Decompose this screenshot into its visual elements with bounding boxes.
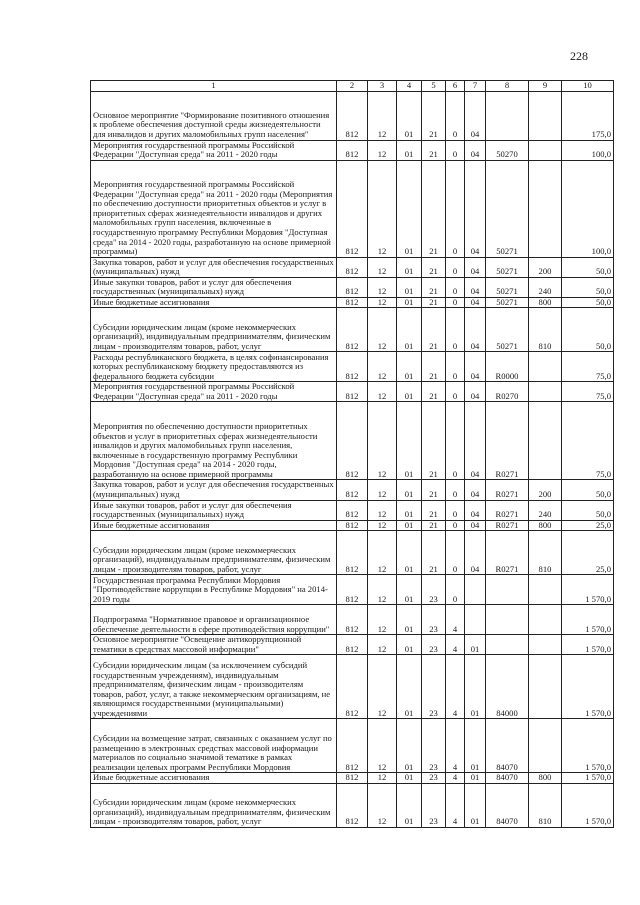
activity-code-cell: 04 [465, 520, 486, 531]
activity-code-cell: 04 [465, 382, 486, 402]
ministry-code-cell: 812 [337, 783, 368, 827]
expense-type-code-cell: 800 [529, 297, 562, 308]
amount-cell: 100,0 [562, 160, 614, 257]
activity-code-cell: 04 [465, 297, 486, 308]
ministry-code-cell: 812 [337, 352, 368, 382]
program-code-cell: 21 [422, 308, 446, 352]
target-code-cell [486, 91, 529, 140]
expense-type-code-cell: 200 [529, 480, 562, 500]
column-number: 6 [446, 81, 465, 92]
ministry-code-cell: 812 [337, 277, 368, 297]
subprogram-code-cell: 4 [446, 773, 465, 784]
subprogram-code-cell: 0 [446, 500, 465, 520]
item-name-cell: Основное мероприятие "Освещение антикоррупционной тематики в средствах массовой информации" [91, 635, 337, 655]
subprogram-code-cell: 0 [446, 297, 465, 308]
subsection-code-cell: 01 [397, 605, 422, 635]
subsection-code-cell: 01 [397, 635, 422, 655]
expense-type-code-cell: 800 [529, 773, 562, 784]
program-code-cell: 23 [422, 773, 446, 784]
amount-cell: 75,0 [562, 402, 614, 480]
ministry-code-cell: 812 [337, 719, 368, 773]
ministry-code-cell: 812 [337, 520, 368, 531]
table-row [91, 575, 614, 605]
table-row [91, 635, 614, 655]
subprogram-code-cell: 4 [446, 635, 465, 655]
expense-type-code-cell [529, 352, 562, 382]
subprogram-code-cell: 0 [446, 480, 465, 500]
ministry-code-cell: 812 [337, 382, 368, 402]
section-code-cell: 12 [368, 605, 397, 635]
section-code-cell: 12 [368, 277, 397, 297]
expense-type-code-cell [529, 160, 562, 257]
item-name-cell: Субсидии на возмещение затрат, связанных с оказанием услуг по размещению в электронных средствах массовой информации материалов по социально значимой тематике в рамках реализации целевых программ Республики Мордовия [91, 719, 337, 773]
page-number: 228 [570, 49, 588, 63]
item-name-cell: Иные бюджетные ассигнования [91, 773, 337, 784]
item-name-cell: Государственная программа Республики Мордовия "Противодействие коррупции в Республике Мордовия" на 2014-2019 годы [91, 575, 337, 605]
expense-type-code-cell [529, 719, 562, 773]
table-row [91, 480, 614, 500]
amount-cell: 50,0 [562, 297, 614, 308]
table-row [91, 140, 614, 160]
subprogram-code-cell: 0 [446, 308, 465, 352]
section-code-cell: 12 [368, 297, 397, 308]
section-code-cell: 12 [368, 500, 397, 520]
item-name-cell: Расходы республиканского бюджета, в целях софинансирования которых республиканскому бюджету предоставляются из федерального бюджета субсидии [91, 352, 337, 382]
section-code-cell: 12 [368, 635, 397, 655]
subsection-code-cell: 01 [397, 382, 422, 402]
table-row [91, 160, 614, 257]
table-row [91, 257, 614, 277]
item-name-cell: Мероприятия государственной программы Российской Федерации "Доступная среда" на 2011 - 2020 годы (Мероприятия по обеспечению доступности приоритетных объектов и услуг в приоритетных сферах жизнедеятельности инвалидов и других маломобильных групп населения, включенные в государственную программу Республики Мордовия "Доступная среда" на 2014 - 2020 годы, разработанную на основе примерной программы) [91, 160, 337, 257]
target-code-cell [486, 635, 529, 655]
subprogram-code-cell: 4 [446, 605, 465, 635]
activity-code-cell: 01 [465, 655, 486, 719]
activity-code-cell: 04 [465, 352, 486, 382]
table-row [91, 605, 614, 635]
program-code-cell: 21 [422, 500, 446, 520]
amount-cell: 100,0 [562, 140, 614, 160]
ministry-code-cell: 812 [337, 635, 368, 655]
program-code-cell: 21 [422, 352, 446, 382]
item-name-cell: Иные бюджетные ассигнования [91, 520, 337, 531]
subsection-code-cell: 01 [397, 308, 422, 352]
expense-type-code-cell: 810 [529, 783, 562, 827]
target-code-cell: 84000 [486, 655, 529, 719]
target-code-cell: R0000 [486, 352, 529, 382]
activity-code-cell [465, 605, 486, 635]
amount-cell: 25,0 [562, 520, 614, 531]
section-code-cell: 12 [368, 308, 397, 352]
ministry-code-cell: 812 [337, 160, 368, 257]
program-code-cell: 23 [422, 783, 446, 827]
subsection-code-cell: 01 [397, 402, 422, 480]
table-row [91, 719, 614, 773]
subsection-code-cell: 01 [397, 160, 422, 257]
expense-type-code-cell [529, 140, 562, 160]
target-code-cell: 84070 [486, 773, 529, 784]
amount-cell: 1 570,0 [562, 575, 614, 605]
ministry-code-cell: 812 [337, 91, 368, 140]
expense-type-code-cell: 240 [529, 277, 562, 297]
table-row [91, 783, 614, 827]
amount-cell: 175,0 [562, 91, 614, 140]
subsection-code-cell: 01 [397, 719, 422, 773]
program-code-cell: 21 [422, 382, 446, 402]
subprogram-code-cell: 4 [446, 655, 465, 719]
section-code-cell: 12 [368, 773, 397, 784]
table-row [91, 277, 614, 297]
program-code-cell: 23 [422, 575, 446, 605]
table-row [91, 773, 614, 784]
item-name-cell: Основное мероприятие "Формирование позитивного отношения к проблеме обеспечения доступной среды жизнедеятельности для инвалидов и других маломобильных групп населения" [91, 91, 337, 140]
activity-code-cell: 04 [465, 160, 486, 257]
subsection-code-cell: 01 [397, 773, 422, 784]
section-code-cell: 12 [368, 531, 397, 575]
subsection-code-cell: 01 [397, 297, 422, 308]
column-number: 10 [562, 81, 614, 92]
ministry-code-cell: 812 [337, 531, 368, 575]
table-row [91, 500, 614, 520]
ministry-code-cell: 812 [337, 297, 368, 308]
section-code-cell: 12 [368, 352, 397, 382]
subprogram-code-cell: 0 [446, 382, 465, 402]
program-code-cell: 21 [422, 277, 446, 297]
amount-cell: 50,0 [562, 308, 614, 352]
column-number: 9 [529, 81, 562, 92]
subsection-code-cell: 01 [397, 140, 422, 160]
subprogram-code-cell: 0 [446, 531, 465, 575]
program-code-cell: 21 [422, 480, 446, 500]
subprogram-code-cell: 0 [446, 277, 465, 297]
subprogram-code-cell: 0 [446, 520, 465, 531]
target-code-cell [486, 605, 529, 635]
activity-code-cell: 04 [465, 277, 486, 297]
target-code-cell: 50270 [486, 140, 529, 160]
item-name-cell: Субсидии юридическим лицам (кроме некоммерческих организаций), индивидуальным предпринимателям, физическим лицам - производителям товаров, работ, услуг [91, 531, 337, 575]
section-code-cell: 12 [368, 520, 397, 531]
program-code-cell: 23 [422, 719, 446, 773]
amount-cell: 1 570,0 [562, 655, 614, 719]
subprogram-code-cell: 0 [446, 352, 465, 382]
section-code-cell: 12 [368, 382, 397, 402]
target-code-cell: 84070 [486, 719, 529, 773]
program-code-cell: 21 [422, 140, 446, 160]
item-name-cell: Мероприятия по обеспечению доступности приоритетных объектов и услуг в приоритетных сферах жизнедеятельности инвалидов и других маломобильных групп населения, включенные в государственную программу Республики Мордовия "Доступная среда" на 2014 - 2020 годы, разработанную на основе примерной программы [91, 402, 337, 480]
subsection-code-cell: 01 [397, 655, 422, 719]
budget-table [90, 80, 614, 828]
column-number: 3 [368, 81, 397, 92]
expense-type-code-cell: 200 [529, 257, 562, 277]
item-name-cell: Субсидии юридическим лицам (кроме некоммерческих организаций), индивидуальным предпринимателям, физическим лицам - производителям товаров, работ, услуг [91, 308, 337, 352]
table-row [91, 297, 614, 308]
ministry-code-cell: 812 [337, 140, 368, 160]
program-code-cell: 23 [422, 605, 446, 635]
target-code-cell: R0271 [486, 531, 529, 575]
section-code-cell: 12 [368, 719, 397, 773]
program-code-cell: 21 [422, 520, 446, 531]
amount-cell: 50,0 [562, 500, 614, 520]
subsection-code-cell: 01 [397, 531, 422, 575]
item-name-cell: Мероприятия государственной программы Российской Федерации "Доступная среда" на 2011 - 2020 годы [91, 382, 337, 402]
expense-type-code-cell [529, 382, 562, 402]
target-code-cell: R0270 [486, 382, 529, 402]
table-row [91, 382, 614, 402]
expense-type-code-cell [529, 575, 562, 605]
amount-cell: 50,0 [562, 257, 614, 277]
expense-type-code-cell [529, 605, 562, 635]
item-name-cell: Иные бюджетные ассигнования [91, 297, 337, 308]
subprogram-code-cell: 4 [446, 719, 465, 773]
expense-type-code-cell: 800 [529, 520, 562, 531]
amount-cell: 75,0 [562, 352, 614, 382]
table-row [91, 91, 614, 140]
subprogram-code-cell: 0 [446, 91, 465, 140]
program-code-cell: 21 [422, 91, 446, 140]
ministry-code-cell: 812 [337, 575, 368, 605]
column-number: 8 [486, 81, 529, 92]
subsection-code-cell: 01 [397, 783, 422, 827]
expense-type-code-cell [529, 91, 562, 140]
ministry-code-cell: 812 [337, 480, 368, 500]
expense-type-code-cell: 810 [529, 531, 562, 575]
program-code-cell: 21 [422, 160, 446, 257]
ministry-code-cell: 812 [337, 655, 368, 719]
program-code-cell: 21 [422, 257, 446, 277]
expense-type-code-cell [529, 655, 562, 719]
section-code-cell: 12 [368, 91, 397, 140]
subprogram-code-cell: 0 [446, 257, 465, 277]
expense-type-code-cell [529, 402, 562, 480]
ministry-code-cell: 812 [337, 308, 368, 352]
column-number: 7 [465, 81, 486, 92]
ministry-code-cell: 812 [337, 402, 368, 480]
table-row [91, 655, 614, 719]
column-number: 4 [397, 81, 422, 92]
section-code-cell: 12 [368, 160, 397, 257]
program-code-cell: 21 [422, 297, 446, 308]
amount-cell: 1 570,0 [562, 635, 614, 655]
target-code-cell: 50271 [486, 277, 529, 297]
target-code-cell: R0271 [486, 480, 529, 500]
item-name-cell: Подпрограмма "Нормативное правовое и организационное обеспечение деятельности в сфере противодействия коррупции" [91, 605, 337, 635]
activity-code-cell: 04 [465, 140, 486, 160]
column-number: 2 [337, 81, 368, 92]
item-name-cell: Субсидии юридическим лицам (за исключением субсидий государственным учреждениям), индивидуальным предпринимателям, физическим лицам - производителям товаров, работ, услуг, а также некоммерческим организациям, не являющимся государственными (муниципальными) учреждениями [91, 655, 337, 719]
target-code-cell: 50271 [486, 257, 529, 277]
activity-code-cell: 04 [465, 257, 486, 277]
expense-type-code-cell [529, 635, 562, 655]
section-code-cell: 12 [368, 402, 397, 480]
amount-cell: 50,0 [562, 277, 614, 297]
table-row [91, 520, 614, 531]
activity-code-cell: 04 [465, 500, 486, 520]
section-code-cell: 12 [368, 257, 397, 277]
activity-code-cell: 04 [465, 91, 486, 140]
activity-code-cell: 04 [465, 480, 486, 500]
activity-code-cell [465, 575, 486, 605]
subprogram-code-cell: 0 [446, 140, 465, 160]
ministry-code-cell: 812 [337, 773, 368, 784]
section-code-cell: 12 [368, 655, 397, 719]
item-name-cell: Мероприятия государственной программы Российской Федерации "Доступная среда" на 2011 - 2020 годы [91, 140, 337, 160]
program-code-cell: 21 [422, 531, 446, 575]
section-code-cell: 12 [368, 480, 397, 500]
ministry-code-cell: 812 [337, 257, 368, 277]
amount-cell: 1 570,0 [562, 783, 614, 827]
subsection-code-cell: 01 [397, 91, 422, 140]
subprogram-code-cell: 4 [446, 783, 465, 827]
subsection-code-cell: 01 [397, 500, 422, 520]
target-code-cell: R0271 [486, 402, 529, 480]
amount-cell: 50,0 [562, 480, 614, 500]
target-code-cell: 50271 [486, 297, 529, 308]
activity-code-cell: 04 [465, 308, 486, 352]
activity-code-cell: 01 [465, 719, 486, 773]
expense-type-code-cell: 810 [529, 308, 562, 352]
section-code-cell: 12 [368, 575, 397, 605]
subsection-code-cell: 01 [397, 480, 422, 500]
item-name-cell: Закупка товаров, работ и услуг для обеспечения государственных (муниципальных) нужд [91, 257, 337, 277]
activity-code-cell: 04 [465, 402, 486, 480]
target-code-cell: R0271 [486, 520, 529, 531]
column-number: 1 [91, 81, 337, 92]
subsection-code-cell: 01 [397, 520, 422, 531]
item-name-cell: Иные закупки товаров, работ и услуг для обеспечения государственных (муниципальных) нужд [91, 277, 337, 297]
expense-type-code-cell: 240 [529, 500, 562, 520]
activity-code-cell: 01 [465, 773, 486, 784]
item-name-cell: Иные закупки товаров, работ и услуг для обеспечения государственных (муниципальных) нужд [91, 500, 337, 520]
section-code-cell: 12 [368, 783, 397, 827]
subprogram-code-cell: 0 [446, 575, 465, 605]
activity-code-cell: 01 [465, 635, 486, 655]
target-code-cell [486, 575, 529, 605]
item-name-cell: Субсидии юридическим лицам (кроме некоммерческих организаций), индивидуальным предпринимателям, физическим лицам - производителям товаров, работ, услуг [91, 783, 337, 827]
subsection-code-cell: 01 [397, 575, 422, 605]
column-number: 5 [422, 81, 446, 92]
program-code-cell: 23 [422, 655, 446, 719]
subprogram-code-cell: 0 [446, 160, 465, 257]
subsection-code-cell: 01 [397, 352, 422, 382]
amount-cell: 1 570,0 [562, 605, 614, 635]
item-name-cell: Закупка товаров, работ и услуг для обеспечения государственных (муниципальных) нужд [91, 480, 337, 500]
table-row [91, 402, 614, 480]
section-code-cell: 12 [368, 140, 397, 160]
table-row [91, 531, 614, 575]
table-row [91, 308, 614, 352]
target-code-cell: 50271 [486, 160, 529, 257]
target-code-cell: 84070 [486, 783, 529, 827]
subsection-code-cell: 01 [397, 277, 422, 297]
target-code-cell: 50271 [486, 308, 529, 352]
amount-cell: 1 570,0 [562, 773, 614, 784]
column-number-row [91, 81, 614, 92]
subprogram-code-cell: 0 [446, 402, 465, 480]
amount-cell: 1 570,0 [562, 719, 614, 773]
table-row [91, 352, 614, 382]
activity-code-cell: 04 [465, 531, 486, 575]
activity-code-cell: 01 [465, 783, 486, 827]
amount-cell: 25,0 [562, 531, 614, 575]
program-code-cell: 21 [422, 402, 446, 480]
ministry-code-cell: 812 [337, 605, 368, 635]
program-code-cell: 23 [422, 635, 446, 655]
subsection-code-cell: 01 [397, 257, 422, 277]
amount-cell: 75,0 [562, 382, 614, 402]
ministry-code-cell: 812 [337, 500, 368, 520]
target-code-cell: R0271 [486, 500, 529, 520]
